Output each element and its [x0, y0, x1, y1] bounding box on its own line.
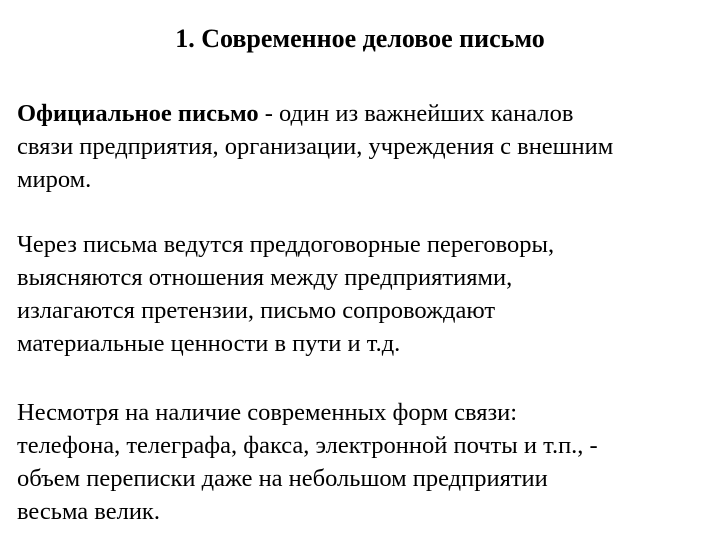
- paragraph-line: телефона, телеграфа, факса, электронной почты и т.п., -: [17, 432, 598, 459]
- paragraph-line: Через письма ведутся преддоговорные переговоры,: [17, 231, 555, 258]
- paragraph-correspondence-volume: [17, 396, 717, 528]
- paragraph-official-letter: [17, 97, 717, 196]
- paragraph-line: выясняются отношения между предприятиями,: [17, 264, 513, 291]
- paragraph-line: [17, 97, 717, 130]
- definition-text: - один из важнейших каналов: [258, 100, 574, 127]
- slide-title: 1. Современное деловое письмо: [175, 24, 545, 53]
- paragraph-line: миром.: [17, 166, 92, 193]
- paragraph-line: Несмотря на наличие современных форм связи:: [17, 399, 518, 426]
- paragraph-line: излагаются претензии, письмо сопровождают: [17, 297, 496, 324]
- paragraph-letter-purposes: [17, 228, 717, 360]
- paragraph-line: весьма велик.: [17, 498, 160, 525]
- paragraph-line: материальные ценности в пути и т.д.: [17, 330, 401, 357]
- paragraph-line: связи предприятия, организации, учреждения с внешним: [17, 133, 614, 160]
- term-highlight: Официальное письмо: [17, 100, 259, 127]
- paragraph-line: объем переписки даже на небольшом предприятии: [17, 465, 548, 492]
